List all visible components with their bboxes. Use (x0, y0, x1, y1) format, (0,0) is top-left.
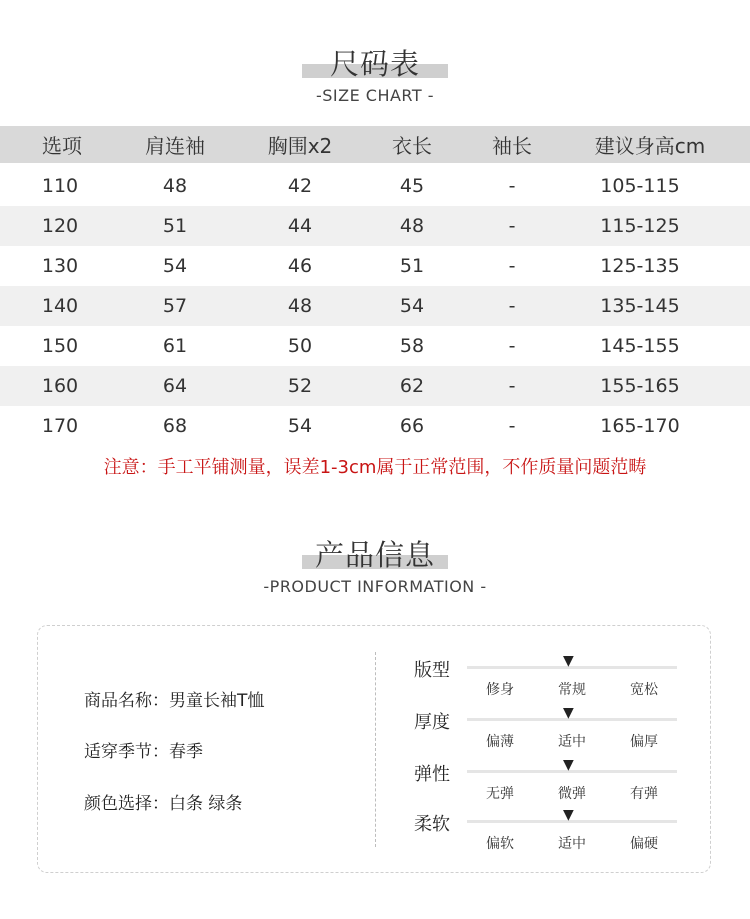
table-cell: 44 (287, 215, 313, 237)
selection-marker-icon: ▼ (563, 757, 574, 773)
size-table-header (0, 126, 750, 163)
product-name: 商品名称：男童长袖T恤 (84, 691, 265, 711)
table-cell: 68 (162, 415, 188, 437)
table-cell: 42 (287, 175, 313, 197)
table-row (0, 206, 750, 246)
header-cell: 选项 (42, 134, 82, 158)
selection-marker-icon: ▼ (563, 653, 574, 669)
measurement-note: 注意：手工平铺测量，误差1-3cm属于正常范围，不作质量问题范畴 (103, 457, 647, 478)
attr-label-fit: 版型 (414, 660, 450, 681)
attr-option: 修身 (486, 682, 514, 698)
size-chart-title-cn: 尺码表 (329, 47, 420, 81)
table-cell: 51 (399, 255, 425, 277)
selection-marker-icon: ▼ (563, 705, 574, 721)
table-cell: 125-135 (600, 255, 680, 277)
table-row (0, 326, 750, 366)
attr-option: 偏软 (486, 836, 514, 852)
table-cell: - (508, 415, 516, 437)
product-info-subtitle: -PRODUCT INFORMATION - (263, 577, 487, 596)
attr-label-thickness: 厚度 (414, 712, 450, 733)
table-cell: 110 (41, 175, 79, 197)
table-cell: 48 (287, 295, 313, 317)
table-cell: 165-170 (600, 415, 680, 437)
header-cell: 袖长 (492, 134, 532, 158)
table-cell: - (508, 215, 516, 237)
table-cell: 58 (399, 335, 425, 357)
product-season: 适穿季节：春季 (84, 742, 203, 762)
table-row (0, 366, 750, 406)
attr-option: 偏薄 (486, 734, 514, 750)
header-cell: 肩连袖 (145, 134, 205, 158)
table-cell: 48 (399, 215, 425, 237)
table-cell: 54 (399, 295, 425, 317)
table-cell: - (508, 255, 516, 277)
table-cell: 170 (41, 415, 79, 437)
table-cell: 54 (162, 255, 188, 277)
attr-option: 有弹 (630, 786, 658, 802)
header-cell: 建议身高cm (594, 134, 706, 158)
panel-divider (375, 652, 376, 847)
size-chart-subtitle: -SIZE CHART - (315, 86, 435, 105)
table-cell: 105-115 (600, 175, 680, 197)
table-cell: 130 (41, 255, 79, 277)
table-cell: 48 (162, 175, 188, 197)
product-colors: 颜色选择：白条 绿条 (84, 794, 243, 814)
selection-marker-icon: ▼ (563, 807, 574, 823)
table-cell: - (508, 175, 516, 197)
table-cell: 120 (41, 215, 79, 237)
table-cell: 50 (287, 335, 313, 357)
table-cell: 135-145 (600, 295, 680, 317)
table-cell: 45 (399, 175, 425, 197)
attr-option: 适中 (558, 734, 586, 750)
attr-option: 偏硬 (630, 836, 658, 852)
table-cell: 155-165 (600, 375, 680, 397)
table-cell: 145-155 (600, 335, 680, 357)
table-cell: 160 (41, 375, 79, 397)
table-cell: 115-125 (600, 215, 680, 237)
table-cell: 66 (399, 415, 425, 437)
table-cell: - (508, 375, 516, 397)
attr-label-elasticity: 弹性 (414, 764, 450, 785)
attr-option: 常规 (558, 682, 586, 698)
table-cell: 150 (41, 335, 79, 357)
table-cell: 54 (287, 415, 313, 437)
attr-option: 无弹 (486, 786, 514, 802)
table-cell: 62 (399, 375, 425, 397)
header-cell: 衣长 (392, 134, 432, 158)
table-cell: 52 (287, 375, 313, 397)
table-row (0, 406, 750, 446)
table-cell: - (508, 295, 516, 317)
table-cell: - (508, 335, 516, 357)
attr-label-softness: 柔软 (414, 814, 450, 835)
product-info-title (0, 533, 750, 574)
table-cell: 57 (162, 295, 188, 317)
attr-option: 微弹 (558, 786, 586, 802)
header-cell: 胸围x2 (267, 134, 333, 158)
table-row (0, 286, 750, 326)
attr-option: 偏厚 (630, 734, 658, 750)
product-info-title-cn: 产品信息 (314, 538, 435, 572)
table-cell: 51 (162, 215, 188, 237)
attr-option: 适中 (558, 836, 586, 852)
size-chart-title (0, 42, 750, 83)
table-cell: 140 (41, 295, 79, 317)
table-cell: 61 (162, 335, 188, 357)
table-cell: 64 (162, 375, 188, 397)
attr-option: 宽松 (630, 682, 658, 698)
table-row (0, 246, 750, 286)
table-cell: 46 (287, 255, 313, 277)
table-row (0, 166, 750, 206)
